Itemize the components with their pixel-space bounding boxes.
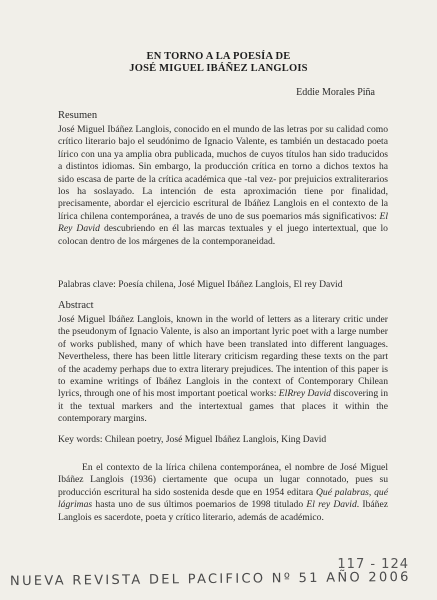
handwritten-page-range: 117 - 124 [337, 557, 409, 572]
resumen-heading: Resumen [58, 110, 98, 121]
body-text-end: . Ibáñez Langlois es sacerdote, poeta y crítico literario, además de académico. [58, 499, 388, 523]
body-book-title-2: El rey David [306, 499, 357, 511]
abstract-text: José Miguel Ibáñez Langlois, known in the world of letters as a literary critic under the pseudonym of Ignacio Valente, is also an important lyric poet with a large number of works published, many of which have been translated into different languages. Nevertheless, there has been little literary criticism regarding these texts on the part of the academy perhaps due to extra literary prejudices. The intention of this paper is to examine writings of Ibáñez Langlois in the context of Contemporary Chilean lyrics, through one of his most important poetical works: [58, 314, 388, 400]
abstract-heading: Abstract [58, 300, 94, 311]
resumen-paragraph [58, 124, 388, 248]
resumen-text-end: descubriendo en él las marcas textuales y el juego intertextual, que lo colocan dentro de los márgenes de la contemporaneidad. [58, 223, 388, 247]
handwritten-citation: NUEVA REVISTA DEL PACIFICO Nº 51 AÑO 2006 [9, 569, 411, 590]
resumen-text: José Miguel Ibáñez Langlois, conocido en el mundo de las letras por su calidad como crítico literario bajo el seudónimo de Ignacio Valente, es también un destacado poeta lírico con una ya amplia obra publicada, muchos de cuyos títulos han sido traducidos a distintos idiomas. Sin embargo, la producción crítica en torno a dichos textos ha sido escasa de parte de la crítica académica que -tal vez- por prejuicios extraliterarios los ha soslayado. La intención de esta aproximación tiene por finalidad, precisamente, abordar el ejercicio escritural de Ibáñez Langlois en el contexto de la lírica chilena contemporánea, a través de uno de sus poemarios más significativos: [58, 124, 388, 222]
keywords: Key words: Chilean poetry, José Miguel Ibáñez Langlois, King David [58, 434, 327, 445]
body-text-mid: hasta uno de sus últimos poemarios de 1998 titulado [95, 499, 304, 511]
body-book-title-1: Qué palabras, qué lágrimas [58, 486, 388, 511]
author-name: Eddie Morales Piña [296, 87, 375, 98]
article-title-line1: EN TORNO A LA POESÍA DE [146, 51, 291, 62]
article-title-line2: JOSÉ MIGUEL IBÁÑEZ LANGLOIS [129, 63, 308, 74]
abstract-paragraph [58, 314, 388, 426]
abstract-text-end: discovering in it the textual markers and the intertextual games that places it within the contemporary margins. [58, 388, 388, 425]
resumen-book-title: El Rey David [58, 210, 388, 235]
body-paragraph [58, 462, 388, 524]
abstract-book-title: ElRrey David [278, 388, 331, 400]
body-text: En el contexto de la lírica chilena contemporánea, el nombre de José Miguel Ibáñez Langlois (1936) ciertamente que ocupa un lugar connotado, pues su producción escritural ha sido sostenida desde que en 1954 editara [58, 462, 388, 498]
palabras-clave: Palabras clave: Poesía chilena, José Miguel Ibáñez Langlois, El rey David [58, 279, 343, 290]
